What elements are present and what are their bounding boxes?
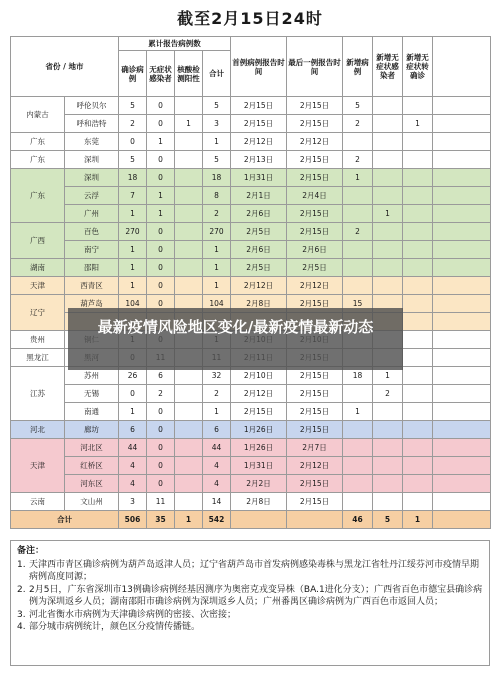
province-cell: 湖南: [11, 259, 65, 277]
header-positive: 核酸检测阳性: [175, 51, 203, 97]
note-item: [17, 609, 483, 622]
city-cell: 深圳: [65, 169, 119, 187]
new-asym-to-confirmed-cell: [403, 259, 433, 277]
asym-cell: 0: [147, 475, 175, 493]
new-confirmed-cell: [343, 439, 373, 457]
total-cell: 4: [203, 457, 231, 475]
first-date-cell: 1月26日: [231, 421, 287, 439]
notes-list: [17, 559, 483, 634]
new-confirmed-cell: [343, 133, 373, 151]
blank-cell: [433, 169, 491, 187]
first-date-cell: 2月1日: [231, 187, 287, 205]
blank-cell: [433, 223, 491, 241]
new-asym-to-confirmed-cell: [403, 205, 433, 223]
last-date-cell: 2月15日: [287, 403, 343, 421]
new-asym-to-confirmed-cell: [403, 187, 433, 205]
last-date-cell: 2月15日: [287, 205, 343, 223]
table-row: [11, 403, 491, 421]
note-number: 4.: [17, 622, 26, 632]
asym-cell: 0: [147, 169, 175, 187]
new-asym-to-confirmed-cell: [403, 169, 433, 187]
city-cell: 西青区: [65, 277, 119, 295]
first-date-cell: 1月31日: [231, 169, 287, 187]
new-asym-cell: 1: [373, 205, 403, 223]
confirmed-cell: 18: [119, 169, 147, 187]
city-cell: 东莞: [65, 133, 119, 151]
positive-cell: [175, 133, 203, 151]
confirmed-cell: 0: [119, 133, 147, 151]
new-asym-to-confirmed-cell: [403, 403, 433, 421]
city-cell: 深圳: [65, 151, 119, 169]
last-date-cell: 2月12日: [287, 277, 343, 295]
last-date-cell: 2月15日: [287, 421, 343, 439]
new-confirmed-cell: 18: [343, 367, 373, 385]
blank-cell: [433, 133, 491, 151]
total-total-cell: 542: [203, 511, 231, 529]
table-row: [11, 421, 491, 439]
first-date-cell: 1月31日: [231, 457, 287, 475]
new-asym-to-confirmed-cell: [403, 277, 433, 295]
new-asym-cell: [373, 457, 403, 475]
positive-cell: [175, 493, 203, 511]
city-cell: 邵阳: [65, 259, 119, 277]
new-confirmed-cell: 1: [343, 169, 373, 187]
city-cell: 无锡: [65, 385, 119, 403]
asym-cell: 0: [147, 259, 175, 277]
first-date-cell: 2月15日: [231, 97, 287, 115]
confirmed-cell: 5: [119, 151, 147, 169]
blank-cell: [433, 259, 491, 277]
notes-title: 备注：: [17, 546, 45, 556]
total-cell: 18: [203, 169, 231, 187]
city-cell: 呼伦贝尔: [65, 97, 119, 115]
confirmed-cell: 5: [119, 97, 147, 115]
confirmed-cell: 1: [119, 259, 147, 277]
note-text: 天津西市青区确诊病例为葫芦岛返津人员；辽宁省葫芦岛市首发病例感染毒株与黑龙江省牡丹江绥芬河市疫情早期病例高度同源；: [29, 559, 480, 582]
new-asym-to-confirmed-cell: [403, 475, 433, 493]
confirmed-cell: 270: [119, 223, 147, 241]
province-cell: 内蒙古: [11, 97, 65, 133]
asym-cell: 11: [147, 493, 175, 511]
total-cell: 6: [203, 421, 231, 439]
positive-cell: 1: [175, 115, 203, 133]
note-text: 河北省衡水市病例为天津确诊病例的密接、次密接；: [29, 609, 237, 620]
positive-cell: [175, 421, 203, 439]
positive-cell: [175, 97, 203, 115]
total-cell: 1: [203, 277, 231, 295]
table-row: [11, 493, 491, 511]
note-number: 1.: [17, 559, 26, 570]
city-cell: 廊坊: [65, 421, 119, 439]
confirmed-cell: 26: [119, 367, 147, 385]
province-cell: 河北: [11, 421, 65, 439]
total-cell: 1: [203, 259, 231, 277]
last-date-cell: 2月15日: [287, 295, 343, 313]
asym-cell: 1: [147, 133, 175, 151]
province-cell: 贵州: [11, 331, 65, 349]
confirmed-cell: 104: [119, 295, 147, 313]
province-cell: 广西: [11, 223, 65, 259]
new-asym-cell: [373, 403, 403, 421]
new-confirmed-cell: [343, 475, 373, 493]
blank-cell: [433, 277, 491, 295]
first-date-cell: 2月5日: [231, 259, 287, 277]
last-date-cell: 2月4日: [287, 187, 343, 205]
asym-cell: 2: [147, 385, 175, 403]
blank-cell: [433, 331, 491, 349]
province-cell: 广东: [11, 169, 65, 223]
first-date-cell: 2月8日: [231, 295, 287, 313]
asym-cell: 0: [147, 277, 175, 295]
new-confirmed-cell: [343, 205, 373, 223]
new-asym-to-confirmed-cell: [403, 97, 433, 115]
new-confirmed-cell: [343, 187, 373, 205]
new-asym-cell: [373, 223, 403, 241]
first-date-cell: 2月12日: [231, 277, 287, 295]
table-row: [11, 259, 491, 277]
blank-cell: [433, 511, 491, 529]
total-cell: 270: [203, 223, 231, 241]
asym-cell: 0: [147, 97, 175, 115]
confirmed-cell: 44: [119, 439, 147, 457]
first-date-cell: 2月15日: [231, 115, 287, 133]
province-cell: 黑龙江: [11, 349, 65, 367]
asym-cell: 0: [147, 439, 175, 457]
new-asym-cell: [373, 169, 403, 187]
asym-cell: 0: [147, 151, 175, 169]
new-confirmed-cell: [343, 241, 373, 259]
last-date-cell: 2月15日: [287, 475, 343, 493]
confirmed-cell: 6: [119, 421, 147, 439]
table-header: [11, 37, 491, 97]
total-positive-cell: 1: [175, 511, 203, 529]
last-date-cell: 2月15日: [287, 115, 343, 133]
last-date-cell: 2月15日: [287, 151, 343, 169]
new-asym-cell: [373, 97, 403, 115]
header-confirmed: 确诊病例: [119, 51, 147, 97]
new-asym-to-confirmed-cell: [403, 151, 433, 169]
last-date-cell: 2月15日: [287, 385, 343, 403]
header-first-date: 首例病例报告时间: [231, 37, 287, 97]
blank-cell: [433, 313, 491, 331]
last-date-cell: 2月15日: [287, 223, 343, 241]
confirmed-cell: 3: [119, 493, 147, 511]
first-date-cell: 2月8日: [231, 493, 287, 511]
total-cell: 32: [203, 367, 231, 385]
header-blank: [433, 37, 491, 97]
city-cell: 呼和浩特: [65, 115, 119, 133]
table-row: [11, 205, 491, 223]
total-cell: 3: [203, 115, 231, 133]
city-cell: 云浮: [65, 187, 119, 205]
header-new-asym-to-confirmed: 新增无症状转确诊: [403, 37, 433, 97]
new-asym-to-confirmed-cell: [403, 439, 433, 457]
header-asymptomatic: 无症状感染者: [147, 51, 175, 97]
new-asym-cell: [373, 421, 403, 439]
city-cell: 百色: [65, 223, 119, 241]
table-row: [11, 223, 491, 241]
header-new-confirmed: 新增病例: [343, 37, 373, 97]
total-cell: 4: [203, 475, 231, 493]
total-new_t-cell: 1: [403, 511, 433, 529]
total-row: [11, 511, 491, 529]
blank-cell: [433, 403, 491, 421]
province-cell: 辽宁: [11, 295, 65, 331]
first-date-cell: 2月12日: [231, 385, 287, 403]
case-table: [10, 36, 491, 529]
new-asym-cell: [373, 151, 403, 169]
positive-cell: [175, 241, 203, 259]
blank-cell: [433, 241, 491, 259]
city-cell: 南宁: [65, 241, 119, 259]
new-asym-to-confirmed-cell: [403, 367, 433, 385]
new-confirmed-cell: 15: [343, 295, 373, 313]
total-new_c-cell: 46: [343, 511, 373, 529]
confirmed-cell: 1: [119, 241, 147, 259]
note-number: 3.: [17, 609, 26, 620]
new-confirmed-cell: 5: [343, 97, 373, 115]
positive-cell: [175, 457, 203, 475]
new-asym-to-confirmed-cell: [403, 421, 433, 439]
table-row: [11, 151, 491, 169]
table-row: [11, 457, 491, 475]
last-date-cell: 2月7日: [287, 439, 343, 457]
total-last-date-cell: [287, 511, 343, 529]
asym-cell: 0: [147, 457, 175, 475]
last-date-cell: 2月12日: [287, 457, 343, 475]
total-confirmed-cell: 506: [119, 511, 147, 529]
new-asym-cell: [373, 133, 403, 151]
new-asym-to-confirmed-cell: [403, 385, 433, 403]
header-new-asym: 新增无症状感染者: [373, 37, 403, 97]
positive-cell: [175, 151, 203, 169]
table-row: [11, 241, 491, 259]
table-row: [11, 97, 491, 115]
new-confirmed-cell: [343, 259, 373, 277]
new-asym-cell: [373, 277, 403, 295]
positive-cell: [175, 187, 203, 205]
asym-cell: 0: [147, 421, 175, 439]
total-cell: 2: [203, 205, 231, 223]
new-confirmed-cell: [343, 421, 373, 439]
total-first-date-cell: [231, 511, 287, 529]
blank-cell: [433, 151, 491, 169]
province-cell: 广东: [11, 133, 65, 151]
blank-cell: [433, 97, 491, 115]
total-new_a-cell: 5: [373, 511, 403, 529]
new-asym-to-confirmed-cell: [403, 295, 433, 313]
new-asym-cell: 2: [373, 385, 403, 403]
total-cell: 1: [203, 241, 231, 259]
new-asym-cell: [373, 241, 403, 259]
page-title: 截至2月15日24时: [177, 9, 323, 28]
total-cell: 1: [203, 403, 231, 421]
positive-cell: [175, 169, 203, 187]
confirmed-cell: 4: [119, 475, 147, 493]
province-cell: 天津: [11, 277, 65, 295]
header-cumulative: 累计报告病例数: [119, 37, 231, 51]
new-asym-cell: [373, 259, 403, 277]
asym-cell: 0: [147, 403, 175, 421]
new-asym-to-confirmed-cell: [403, 331, 433, 349]
first-date-cell: 2月2日: [231, 475, 287, 493]
blank-cell: [433, 493, 491, 511]
positive-cell: [175, 475, 203, 493]
city-cell: 红桥区: [65, 457, 119, 475]
table-row: [11, 115, 491, 133]
confirmed-cell: 2: [119, 115, 147, 133]
total-cell: 104: [203, 295, 231, 313]
table-row: [11, 385, 491, 403]
asym-cell: 1: [147, 205, 175, 223]
new-asym-to-confirmed-cell: [403, 223, 433, 241]
first-date-cell: 2月12日: [231, 133, 287, 151]
total-cell: 2: [203, 385, 231, 403]
new-confirmed-cell: [343, 277, 373, 295]
province-cell: 云南: [11, 493, 65, 511]
first-date-cell: 2月5日: [231, 223, 287, 241]
header-last-date: 最后一例报告时间: [287, 37, 343, 97]
confirmed-cell: 1: [119, 205, 147, 223]
positive-cell: [175, 439, 203, 457]
header-region: 省份 / 地市: [11, 37, 119, 97]
total-cell: 1: [203, 133, 231, 151]
total-asym-cell: 35: [147, 511, 175, 529]
table-row: [11, 187, 491, 205]
blank-cell: [433, 475, 491, 493]
confirmed-cell: 7: [119, 187, 147, 205]
blank-cell: [433, 349, 491, 367]
note-item: [17, 621, 483, 634]
positive-cell: [175, 277, 203, 295]
confirmed-cell: 0: [119, 385, 147, 403]
province-cell: 广东: [11, 151, 65, 169]
positive-cell: [175, 259, 203, 277]
last-date-cell: 2月5日: [287, 259, 343, 277]
last-date-cell: 2月6日: [287, 241, 343, 259]
total-cell: 5: [203, 151, 231, 169]
blank-cell: [433, 295, 491, 313]
total-cell: 5: [203, 97, 231, 115]
first-date-cell: 2月6日: [231, 241, 287, 259]
note-item: [17, 584, 483, 609]
note-text: 2月5日，广东省深圳市13例确诊病例经基因测序为奥密克戎变异株（BA.1进化分支）；广西省百色市德宝县确诊病例为深圳返乡人员；湖南邵阳市确诊病例为深圳返乡人员；广州番禺区确诊病例为广西百色市返回人员；: [29, 584, 483, 607]
new-confirmed-cell: 1: [343, 403, 373, 421]
new-asym-cell: [373, 493, 403, 511]
new-confirmed-cell: 2: [343, 223, 373, 241]
asym-cell: 0: [147, 295, 175, 313]
table-row: [11, 439, 491, 457]
table-row: [11, 169, 491, 187]
new-asym-to-confirmed-cell: [403, 241, 433, 259]
blank-cell: [433, 367, 491, 385]
last-date-cell: 2月15日: [287, 169, 343, 187]
asym-cell: 0: [147, 223, 175, 241]
blank-cell: [433, 205, 491, 223]
total-cell: 14: [203, 493, 231, 511]
total-label: 合计: [11, 511, 119, 529]
table-row: [11, 277, 491, 295]
total-cell: 44: [203, 439, 231, 457]
blank-cell: [433, 115, 491, 133]
province-cell: 江苏: [11, 367, 65, 421]
new-asym-to-confirmed-cell: [403, 313, 433, 331]
blank-cell: [433, 457, 491, 475]
blank-cell: [433, 187, 491, 205]
new-confirmed-cell: [343, 385, 373, 403]
last-date-cell: 2月12日: [287, 133, 343, 151]
positive-cell: [175, 403, 203, 421]
positive-cell: [175, 223, 203, 241]
city-cell: 广州: [65, 205, 119, 223]
new-asym-cell: [373, 439, 403, 457]
asym-cell: 0: [147, 241, 175, 259]
new-asym-cell: [373, 187, 403, 205]
new-asym-to-confirmed-cell: [403, 349, 433, 367]
first-date-cell: 2月15日: [231, 403, 287, 421]
province-cell: 天津: [11, 439, 65, 493]
confirmed-cell: 1: [119, 277, 147, 295]
positive-cell: [175, 385, 203, 403]
city-cell: 河北区: [65, 439, 119, 457]
header-total: 合计: [203, 51, 231, 97]
first-date-cell: 1月26日: [231, 439, 287, 457]
new-asym-cell: [373, 475, 403, 493]
blank-cell: [433, 421, 491, 439]
table-row: [11, 475, 491, 493]
new-confirmed-cell: 2: [343, 115, 373, 133]
last-date-cell: 2月15日: [287, 493, 343, 511]
confirmed-cell: 1: [119, 403, 147, 421]
first-date-cell: 2月6日: [231, 205, 287, 223]
table-row: [11, 133, 491, 151]
new-confirmed-cell: [343, 493, 373, 511]
new-confirmed-cell: 2: [343, 151, 373, 169]
new-asym-to-confirmed-cell: [403, 457, 433, 475]
first-date-cell: 2月10日: [231, 367, 287, 385]
note-item: [17, 559, 483, 584]
asym-cell: 1: [147, 187, 175, 205]
city-cell: 河东区: [65, 475, 119, 493]
overlay-caption[interactable]: 最新疫情风险地区变化/最新疫情最新动态: [68, 308, 403, 370]
first-date-cell: 2月13日: [231, 151, 287, 169]
city-cell: 葫芦岛: [65, 295, 119, 313]
note-text: 部分城市病例统计，颜色区分疫情传播链。: [29, 622, 201, 632]
positive-cell: [175, 205, 203, 223]
new-asym-to-confirmed-cell: [403, 133, 433, 151]
new-asym-cell: [373, 115, 403, 133]
city-cell: 南通: [65, 403, 119, 421]
notes-panel: [10, 540, 490, 666]
city-cell: 文山州: [65, 493, 119, 511]
note-number: 2.: [17, 584, 26, 595]
last-date-cell: 2月15日: [287, 367, 343, 385]
new-confirmed-cell: [343, 457, 373, 475]
new-asym-to-confirmed-cell: 1: [403, 115, 433, 133]
new-asym-cell: 1: [373, 367, 403, 385]
new-asym-to-confirmed-cell: [403, 493, 433, 511]
blank-cell: [433, 385, 491, 403]
city-cell: 苏州: [65, 367, 119, 385]
blank-cell: [433, 439, 491, 457]
asym-cell: 0: [147, 115, 175, 133]
confirmed-cell: 4: [119, 457, 147, 475]
asym-cell: 6: [147, 367, 175, 385]
last-date-cell: 2月15日: [287, 97, 343, 115]
total-cell: 8: [203, 187, 231, 205]
